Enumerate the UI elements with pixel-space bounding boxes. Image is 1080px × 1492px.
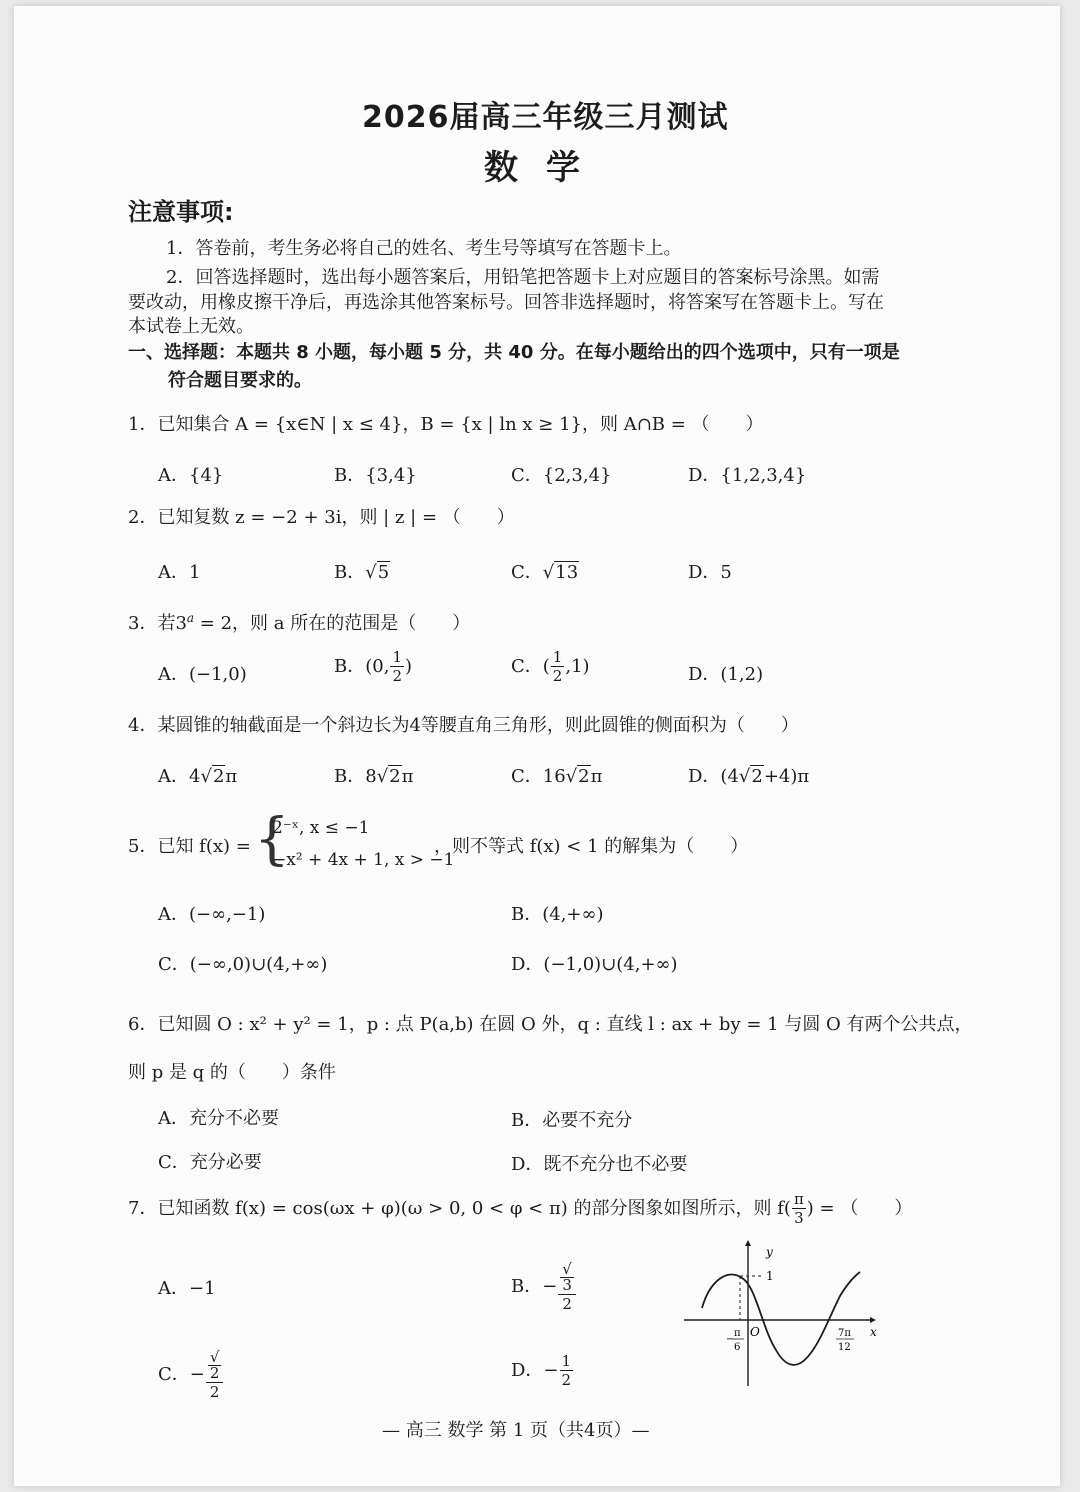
- page-footer: — 高三 数学 第 1 页（共4页）—: [382, 1420, 650, 1441]
- numerator: √ 2: [206, 1350, 224, 1383]
- radicand: 2: [578, 766, 590, 787]
- y-axis-arrow-icon: [745, 1240, 751, 1246]
- question-4-option-a: A．4√2π: [158, 766, 238, 787]
- section-1-heading: 一、选择题：本题共 8 小题，每小题 5 分，共 40 分。在每小题给出的四个选项中，只有一项是: [128, 342, 900, 363]
- question-7-stem: [128, 1192, 912, 1226]
- option-post: π: [401, 766, 414, 787]
- denominator: 2: [209, 1383, 220, 1401]
- fraction: [551, 650, 565, 684]
- question-3-option-b: [334, 650, 412, 684]
- origin-label: O: [750, 1325, 760, 1339]
- question-1-option-b: B．{3,4}: [334, 465, 417, 486]
- option-prefix: C．: [511, 562, 543, 583]
- numerator: 1: [392, 648, 402, 666]
- option-pre: A．4: [158, 766, 201, 787]
- stem-post: = 2，则 a 所在的范围是（ ）: [194, 613, 471, 634]
- question-7-option-c: [158, 1350, 224, 1400]
- x-axis-arrow-icon: [870, 1317, 876, 1323]
- exam-page: [14, 6, 1060, 1486]
- question-5-option-c: C．(−∞,0)∪(4,+∞): [158, 954, 328, 975]
- option-pre: C．−: [158, 1364, 205, 1385]
- denominator: 2: [561, 1371, 572, 1389]
- question-5-case-2: −x² + 4x + 1, x > −1: [272, 850, 455, 870]
- cosine-curve: [702, 1272, 860, 1365]
- question-7-option-a: A．−1: [158, 1278, 216, 1299]
- option-pre: B．−: [511, 1276, 558, 1297]
- numerator: π: [793, 1190, 804, 1208]
- option-post: π: [225, 766, 238, 787]
- question-4-stem: 4．某圆锥的轴截面是一个斜边长为4等腰直角三角形，则此圆锥的侧面积为（ ）: [128, 715, 799, 736]
- question-7-option-d: [511, 1354, 574, 1388]
- section-1-heading-cont: 符合题目要求的。: [168, 370, 312, 391]
- radicand: 5: [377, 562, 390, 583]
- option-pre: C．(: [511, 656, 550, 677]
- piecewise-brace-icon: {: [254, 807, 290, 872]
- question-4-option-b: B．8√2π: [334, 766, 414, 787]
- radicand: 13: [555, 562, 579, 583]
- question-3-option-a: A．(−1,0): [158, 664, 247, 685]
- neg-tick-den: 6: [734, 1342, 741, 1353]
- question-1-option-d: D．{1,2,3,4}: [688, 465, 807, 486]
- radicand: 2: [209, 1364, 220, 1382]
- question-2-option-a: A．1: [158, 562, 201, 583]
- notice-heading: 注意事项:: [128, 198, 234, 226]
- denominator: 2: [562, 1295, 572, 1313]
- question-1-stem: 1．已知集合 A = {x∈N | x ≤ 4}，B = {x | ln x ≥ 1}，则 A∩B = （ ）: [128, 414, 764, 435]
- question-6-option-b: B．必要不充分: [511, 1110, 633, 1131]
- question-6-option-d: D．既不充分也不必要: [511, 1154, 688, 1175]
- fraction: [206, 1350, 224, 1400]
- question-5-stem-post: ，则不等式 f(x) < 1 的解集为（ ）: [434, 836, 749, 857]
- exponent: a: [186, 611, 195, 625]
- question-5-option-b: B．(4,+∞): [511, 904, 604, 925]
- option-pre: D．(4: [688, 766, 739, 787]
- y-tick-one: 1: [766, 1269, 774, 1283]
- denominator: 3: [794, 1209, 804, 1227]
- question-5-stem-pre: 5．已知 f(x) =: [128, 836, 251, 857]
- option-post: +4)π: [763, 766, 810, 787]
- numerator: √ 3: [558, 1262, 576, 1295]
- question-3-stem: [128, 609, 470, 635]
- radicand: 2: [389, 766, 401, 787]
- question-6-stem-line1: 6．已知圆 O : x² + y² = 1，p : 点 P(a,b) 在圆 O 外，q : 直线 l : ax + by = 1 与圆 O 有两个公共点，: [128, 1014, 973, 1035]
- notice-item-1: 1．答卷前，考生务必将自己的姓名、考生号等填写在答题卡上。: [166, 238, 682, 259]
- question-1-option-c: C．{2,3,4}: [511, 465, 612, 486]
- question-7-option-b: [511, 1262, 577, 1312]
- notice-item-2-line3: 本试卷上无效。: [128, 316, 254, 337]
- fraction: [560, 1354, 574, 1388]
- notice-item-2-line2: 要改动，用橡皮擦干净后，再选涂其他答案标号。回答非选择题时，将答案写在答题卡上。写在: [128, 292, 884, 313]
- y-label: y: [766, 1245, 773, 1259]
- question-2-stem: 2．已知复数 z = −2 + 3i，则 | z | = （ ）: [128, 507, 515, 528]
- question-3-option-d: D．(1,2): [688, 664, 764, 685]
- question-3-option-c: [511, 650, 590, 684]
- neg-tick-sign: −: [726, 1334, 735, 1345]
- exam-title: 2026届高三年级三月测试: [362, 100, 729, 135]
- stem-pre: 3．若3: [128, 613, 187, 634]
- question-2-option-d: D．5: [688, 562, 732, 583]
- x-label: x: [870, 1325, 877, 1339]
- pos-tick-den: 12: [838, 1342, 851, 1353]
- option-pre: D．−: [511, 1360, 559, 1381]
- option-pre: C．16: [511, 766, 566, 787]
- cosine-graph: [680, 1238, 880, 1388]
- question-2-option-b: B．√5: [334, 562, 390, 583]
- radicand: 2: [751, 766, 763, 787]
- notice-item-2-line1: 2．回答选择题时，选出每小题答案后，用铅笔把答题卡上对应题目的答案标号涂黑。如需: [166, 267, 880, 288]
- question-1-option-a: A．{4}: [158, 465, 224, 486]
- option-post: ,1): [565, 656, 590, 677]
- denominator: 2: [392, 667, 402, 685]
- stem-post: ) = （ ）: [806, 1198, 913, 1219]
- pos-tick-num: 7π: [838, 1328, 851, 1339]
- fraction: [792, 1192, 806, 1226]
- fraction: [558, 1262, 576, 1312]
- question-4-option-c: C．16√2π: [511, 766, 603, 787]
- numerator: 1: [561, 1352, 572, 1370]
- question-6-option-a: A．充分不必要: [158, 1108, 279, 1129]
- neg-tick-num: π: [734, 1328, 741, 1339]
- question-2-option-c: C．√13: [511, 562, 579, 583]
- question-5-case-1: 2⁻ˣ, x ≤ −1: [272, 818, 370, 838]
- question-6-stem-line2: 则 p 是 q 的（ ）条件: [128, 1062, 336, 1083]
- option-pre: B．(0,: [334, 656, 390, 677]
- stem-pre: 7．已知函数 f(x) = cos(ωx + φ)(ω > 0, 0 < φ < π) 的部分图象如图所示，则 f(: [128, 1198, 791, 1219]
- question-6-option-c: C．充分必要: [158, 1152, 262, 1173]
- radicand: 2: [212, 766, 225, 787]
- question-5-option-d: D．(−1,0)∪(4,+∞): [511, 954, 678, 975]
- question-4-option-d: D．(4√2+4)π: [688, 766, 810, 787]
- option-post: ): [404, 656, 413, 677]
- subject-title: 数学: [484, 148, 608, 188]
- fraction: [390, 650, 404, 684]
- denominator: 2: [552, 667, 563, 685]
- option-prefix: B．: [334, 562, 366, 583]
- question-5-option-a: A．(−∞,−1): [158, 904, 266, 925]
- numerator: 1: [552, 648, 563, 666]
- option-post: π: [590, 766, 603, 787]
- option-pre: B．8: [334, 766, 377, 787]
- radicand: 3: [562, 1276, 572, 1294]
